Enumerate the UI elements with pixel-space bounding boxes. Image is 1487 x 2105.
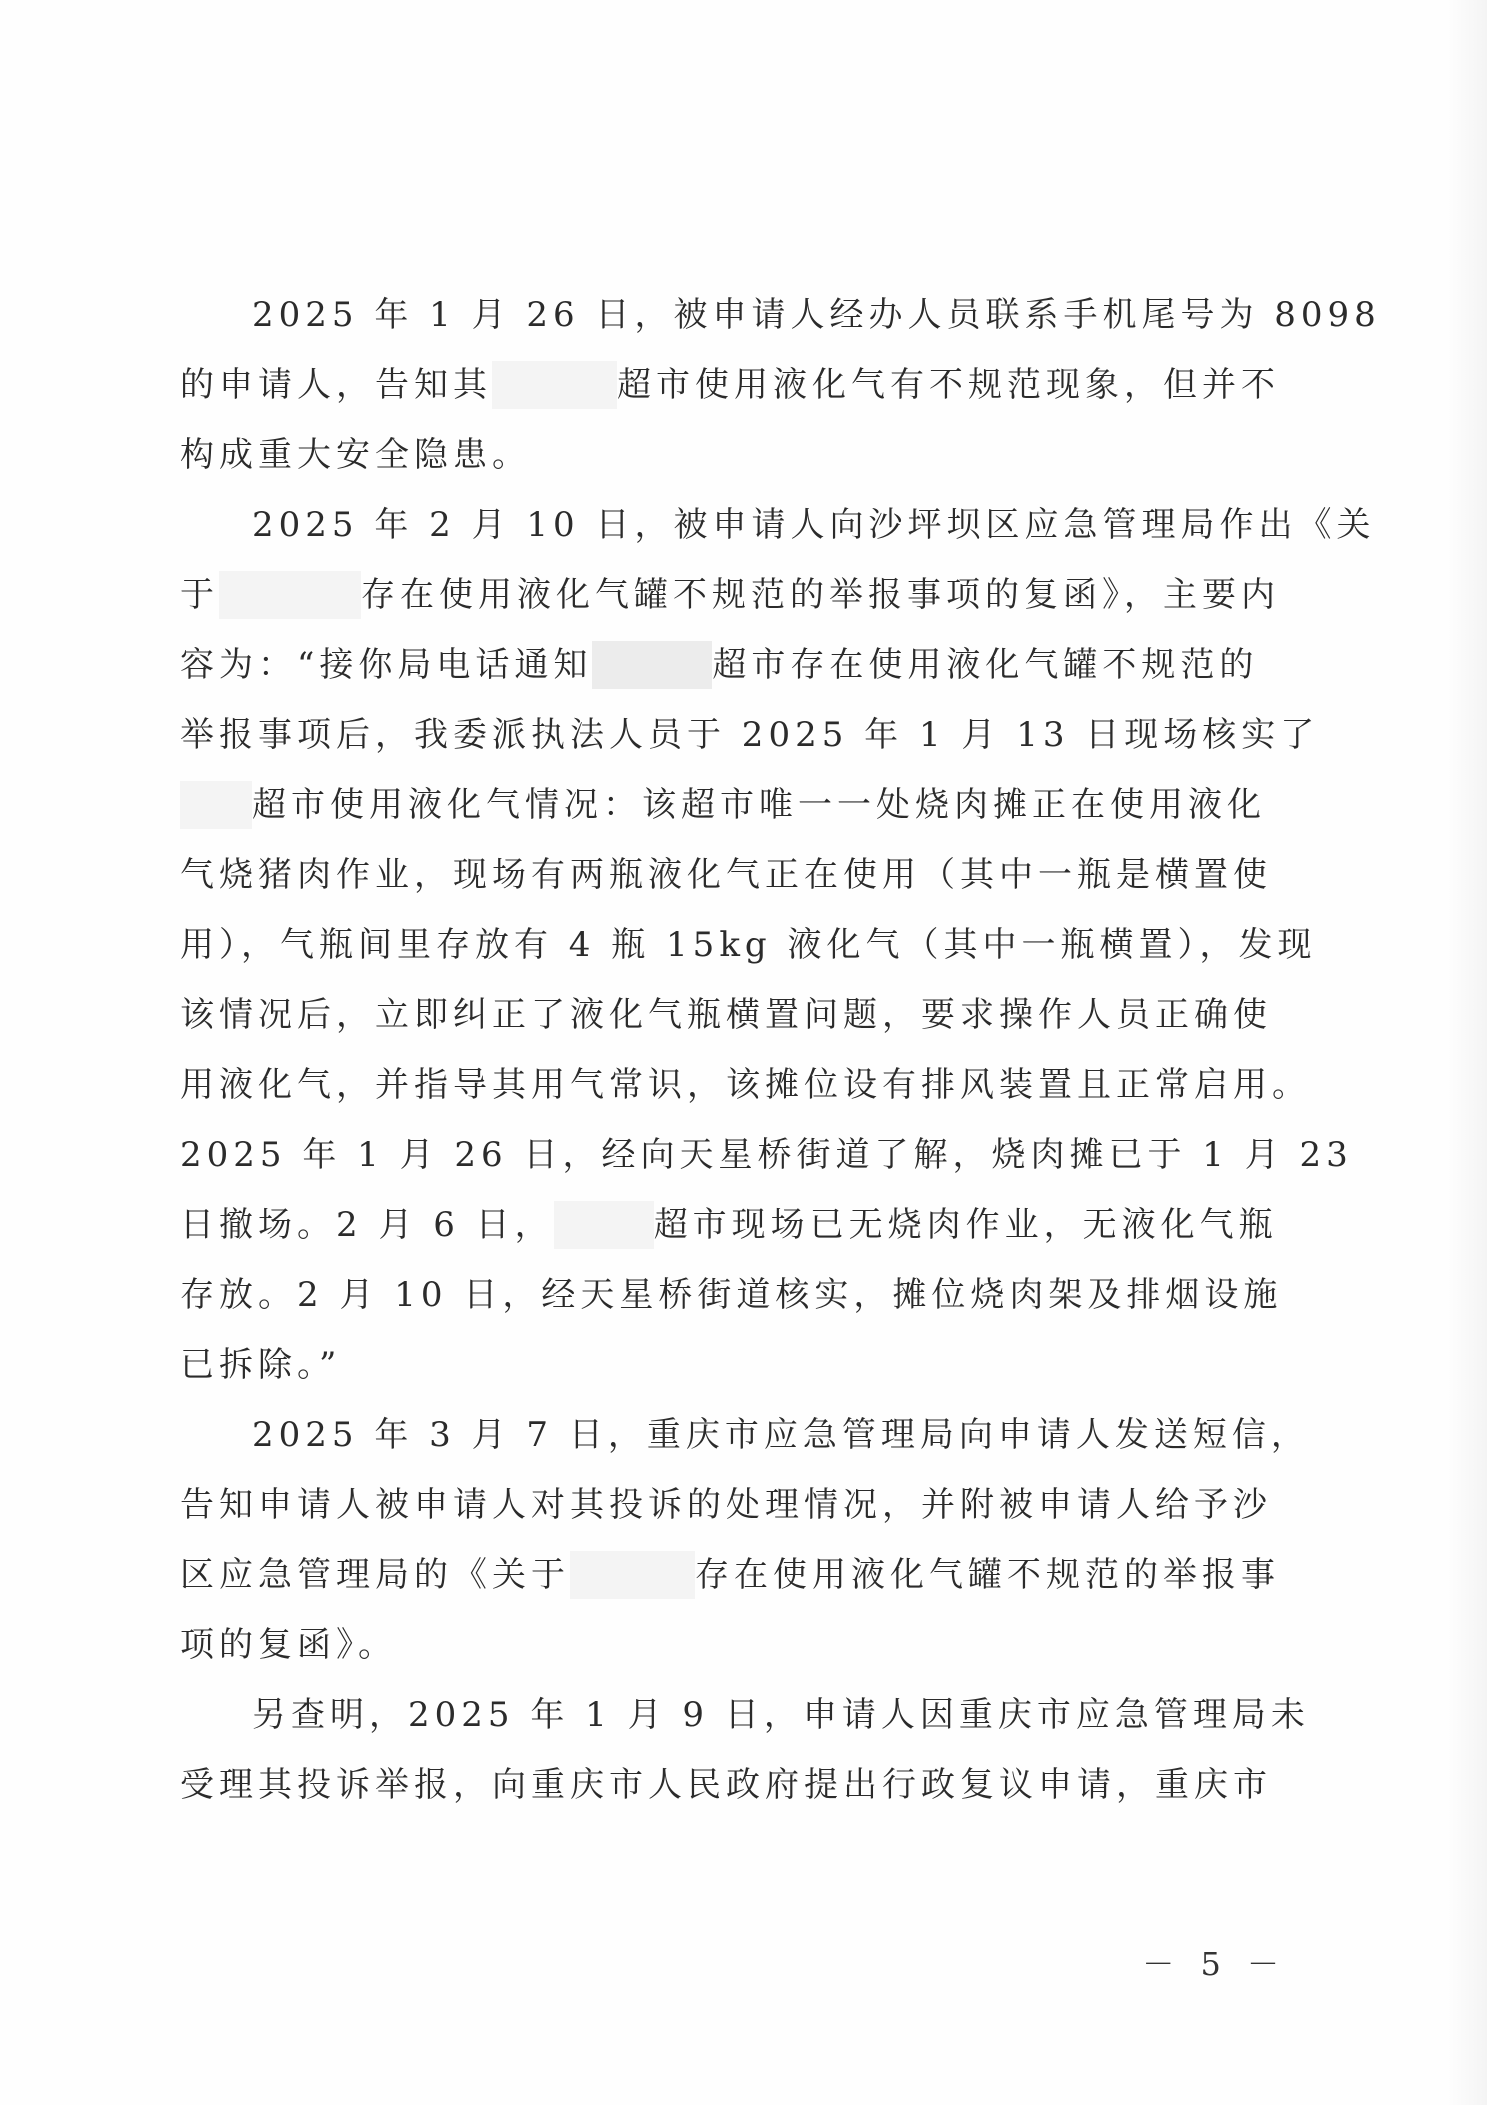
paragraph-2-line-13: 已拆除。” [180, 1345, 342, 1385]
redacted-name [592, 641, 712, 689]
paragraph-2-line-1: 2025 年 2 月 10 日，被申请人向沙坪坝区应急管理局作出《关 [252, 505, 1376, 545]
paragraph-2-line-5-text: 超市使用液化气情况：该超市唯一一处烧肉摊正在使用液化 [252, 785, 1266, 825]
paragraph-2-line-9: 用液化气，并指导其用气常识，该摊位设有排风装置且正常启用。 [180, 1065, 1311, 1105]
paragraph-3-line-1: 2025 年 3 月 7 日，重庆市应急管理局向申请人发送短信， [252, 1415, 1310, 1455]
paragraph-2-line-2-text-after: 存在使用液化气罐不规范的举报事项的复函》，主要内 [361, 575, 1280, 615]
redacted-name [219, 571, 361, 619]
paragraph-2-line-3 [180, 630, 1280, 700]
paragraph-1-line-1: 2025 年 1 月 26 日，被申请人经办人员联系手机尾号为 8098 [252, 295, 1381, 335]
paragraph-2-line-5 [180, 770, 1280, 840]
paragraph-2-line-12: 存放。2 月 10 日，经天星桥街道核实，摊位烧肉架及排烟设施 [180, 1275, 1283, 1315]
paragraph-2-line-3-text-after: 超市存在使用液化气罐不规范的 [712, 645, 1259, 685]
paragraph-1-line-2-text-after: 超市使用液化气有不规范现象，但并不 [617, 365, 1280, 405]
paragraph-2-line-6: 气烧猪肉作业，现场有两瓶液化气正在使用（其中一瓶是横置使 [180, 855, 1272, 895]
paragraph-2-line-11-text-before: 日撤场。2 月 6 日， [180, 1205, 554, 1245]
redacted-name [180, 781, 252, 829]
page-edge-shadow [1447, 0, 1487, 2105]
paragraph-2-line-7: 用），气瓶间里存放有 4 瓶 15kg 液化气（其中一瓶横置），发现 [180, 925, 1317, 965]
paragraph-3-line-3 [180, 1540, 1280, 1610]
paragraph-2-line-2 [180, 560, 1280, 630]
redacted-name [570, 1551, 695, 1599]
redacted-name [554, 1201, 654, 1249]
paragraph-3-line-3-text-after: 存在使用液化气罐不规范的举报事 [695, 1555, 1280, 1595]
redacted-name [492, 361, 617, 409]
paragraph-3-line-4: 项的复函》。 [180, 1625, 397, 1665]
paragraph-2-line-8: 该情况后，立即纠正了液化气瓶横置问题，要求操作人员正确使 [180, 995, 1272, 1035]
paragraph-4-line-1: 另查明，2025 年 1 月 9 日，申请人因重庆市应急管理局未 [252, 1695, 1310, 1735]
page-number: － 5 － [1142, 1945, 1287, 1983]
paragraph-2-line-4: 举报事项后，我委派执法人员于 2025 年 1 月 13 日现场核实了 [180, 715, 1320, 755]
paragraph-1-line-3: 构成重大安全隐患。 [180, 435, 531, 475]
paragraph-1-line-2 [180, 350, 1280, 420]
paragraph-2-line-3-text-before: 容为：“接你局电话通知 [180, 645, 593, 685]
paragraph-3-line-2: 告知申请人被申请人对其投诉的处理情况，并附被申请人给予沙 [180, 1485, 1272, 1525]
paragraph-2-line-11 [180, 1190, 1280, 1260]
document-body [180, 280, 1381, 1820]
paragraph-1-line-2-text-before: 的申请人，告知其 [180, 365, 492, 405]
paragraph-4-line-2: 受理其投诉举报，向重庆市人民政府提出行政复议申请，重庆市 [180, 1765, 1272, 1805]
paragraph-2-line-2-text-before: 于 [180, 575, 219, 615]
paragraph-3-line-3-text-before: 区应急管理局的《关于 [180, 1555, 570, 1595]
paragraph-2-line-10: 2025 年 1 月 26 日，经向天星桥街道了解，烧肉摊已于 1 月 23 [180, 1135, 1353, 1175]
paragraph-2-line-11-text-after: 超市现场已无烧肉作业，无液化气瓶 [653, 1205, 1278, 1245]
